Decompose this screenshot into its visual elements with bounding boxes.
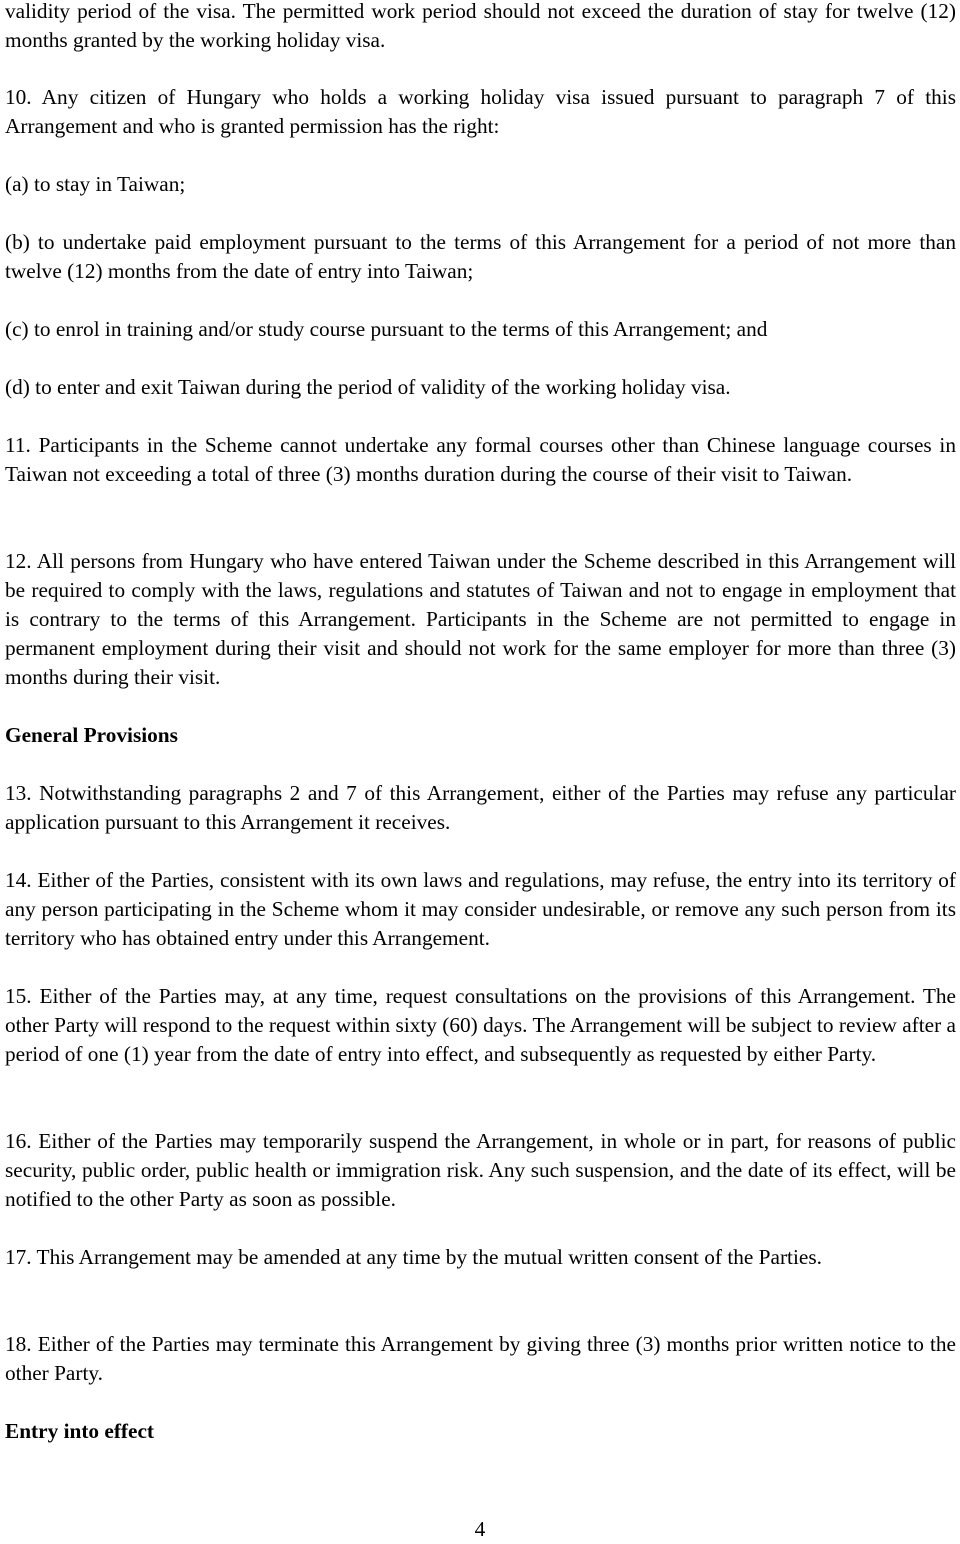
paragraph-13: 13. Notwithstanding paragraphs 2 and 7 of this Arrangement, either of the Parties may refuse any particular application pursuant to this Arrangement it receives. bbox=[5, 781, 956, 834]
paragraph-10-b: (b) to undertake paid employment pursuant to the terms of this Arrangement for a period of not more than twelve (12) months from the date of entry into Taiwan; bbox=[5, 230, 956, 283]
paragraph-10: 10. Any citizen of Hungary who holds a working holiday visa issued pursuant to paragraph 7 of this Arrangement and who is granted permission has the right: bbox=[5, 85, 956, 138]
paragraph-12: 12. All persons from Hungary who have entered Taiwan under the Scheme described in this Arrangement will be required to comply with the laws, regulations and statutes of Taiwan and not to engage in employment that is contrary to the terms of this Arrangement. Participants in the Scheme are not permitted to engage in permanent employment during their visit and should not work for the same employer for more than three (3) months during their visit. bbox=[5, 549, 956, 689]
paragraph-17: 17. This Arrangement may be amended at any time by the mutual written consent of the Parties. bbox=[5, 1245, 822, 1269]
page-number: 4 bbox=[474, 1517, 486, 1541]
paragraph-11: 11. Participants in the Scheme cannot undertake any formal courses other than Chinese language courses in Taiwan not exceeding a total of three (3) months duration during the course of their visit to Taiwan. bbox=[5, 433, 956, 486]
heading-general-provisions: General Provisions bbox=[5, 723, 178, 747]
paragraph-18: 18. Either of the Parties may terminate this Arrangement by giving three (3) months prior written notice to the other Party. bbox=[5, 1332, 956, 1385]
paragraph-16: 16. Either of the Parties may temporarily suspend the Arrangement, in whole or in part, for reasons of public security, public order, public health or immigration risk. Any such suspension, and the date of its effect, will be notified to the other Party as soon as possible. bbox=[5, 1129, 956, 1211]
heading-entry-into-effect: Entry into effect bbox=[5, 1419, 155, 1443]
paragraph-14: 14. Either of the Parties, consistent with its own laws and regulations, may refuse, the entry into its territory of any person participating in the Scheme whom it may consider undesirable, or remove any such person from its territory who has obtained entry under this Arrangement. bbox=[5, 868, 956, 950]
continued-paragraph: validity period of the visa. The permitted work period should not exceed the duration of stay for twelve (12) months granted by the working holiday visa. bbox=[5, 0, 956, 52]
paragraph-10-c: (c) to enrol in training and/or study course pursuant to the terms of this Arrangement; and bbox=[5, 317, 768, 341]
paragraph-10-d: (d) to enter and exit Taiwan during the period of validity of the working holiday visa. bbox=[5, 375, 731, 399]
paragraph-15: 15. Either of the Parties may, at any time, request consultations on the provisions of this Arrangement. The other Party will respond to the request within sixty (60) days. The Arrangement will be subject to review after a period of one (1) year from the date of entry into effect, and subsequently as requested by either Party. bbox=[5, 984, 956, 1066]
paragraph-10-a: (a) to stay in Taiwan; bbox=[5, 172, 186, 196]
